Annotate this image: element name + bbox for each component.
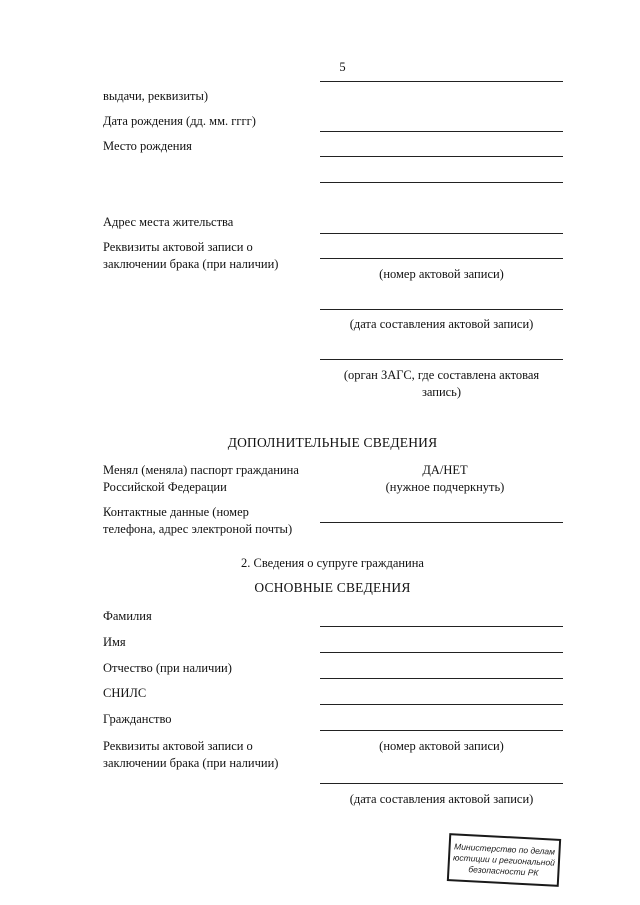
address-label: Адрес места жительства xyxy=(103,215,234,229)
birth-place-field[interactable] xyxy=(320,156,563,157)
page-number: 5 xyxy=(339,60,346,74)
additional-info-heading: ДОПОЛНИТЕЛЬНЫЕ СВЕДЕНИЯ xyxy=(227,435,438,450)
spouse-surname-label: Фамилия xyxy=(103,609,152,623)
yes-no-options[interactable]: ДА/НЕТ xyxy=(422,463,468,477)
spouse-name-field[interactable] xyxy=(320,652,563,653)
stamp-line3: безопасности РК xyxy=(468,863,539,878)
registry-office-caption xyxy=(320,367,563,401)
address-field[interactable] xyxy=(320,233,563,234)
passport-changed-label-line1: Менял (меняла) паспорт гражданина xyxy=(103,463,299,477)
registry-office-field[interactable] xyxy=(320,359,563,360)
record-number-caption: (номер актовой записи) xyxy=(379,267,504,281)
marriage-record-label-line1: Реквизиты актовой записи о xyxy=(103,240,253,254)
spouse-patronymic-label: Отчество (при наличии) xyxy=(103,661,232,675)
spouse-name-label: Имя xyxy=(103,635,126,649)
spouse-section-title: 2. Сведения о супруге гражданина xyxy=(241,556,424,570)
contacts-label-line1: Контактные данные (номер xyxy=(103,505,249,519)
spouse-marriage-record-label xyxy=(103,738,278,772)
spouse-main-info-heading: ОСНОВНЫЕ СВЕДЕНИЯ xyxy=(254,580,411,595)
spouse-marriage-record-label-line1: Реквизиты актовой записи о xyxy=(103,739,253,753)
contacts-label xyxy=(103,504,292,538)
underline-hint: (нужное подчеркнуть) xyxy=(385,480,505,494)
stamp-line2: юстиции и региональной xyxy=(452,851,556,868)
spouse-record-date-field[interactable] xyxy=(320,783,563,784)
marriage-record-label-line2: заключении брака (при наличии) xyxy=(103,257,279,271)
passport-changed-label-line2: Российской Федерации xyxy=(103,480,227,494)
spouse-marriage-record-label-line2: заключении брака (при наличии) xyxy=(103,756,279,770)
birth-date-field[interactable] xyxy=(320,131,563,132)
birth-date-label: Дата рождения (дд. мм. гггг) xyxy=(103,114,256,128)
birth-place-field-line2[interactable] xyxy=(320,182,563,183)
registry-office-caption-line1: (орган ЗАГС, где составлена актовая xyxy=(343,368,540,382)
spouse-snils-label: СНИЛС xyxy=(103,686,147,700)
record-number-field[interactable] xyxy=(320,258,563,259)
spouse-record-date-caption: (дата составления актовой записи) xyxy=(349,792,534,806)
contacts-field[interactable] xyxy=(320,522,563,523)
contacts-label-line2: телефона, адрес электроной почты) xyxy=(103,522,293,536)
spouse-record-number-caption: (номер актовой записи) xyxy=(379,739,504,753)
passport-changed-label xyxy=(103,462,299,496)
birth-place-label: Место рождения xyxy=(103,139,192,153)
official-stamp xyxy=(447,833,561,887)
spouse-patronymic-field[interactable] xyxy=(320,678,563,679)
stamp-line1: Министерство по делам xyxy=(453,840,556,857)
spouse-snils-field[interactable] xyxy=(320,704,563,705)
marriage-record-label xyxy=(103,239,278,273)
spouse-citizenship-field[interactable] xyxy=(320,730,563,731)
field-line-issue-details xyxy=(320,81,563,82)
record-date-field[interactable] xyxy=(320,309,563,310)
issue-details-label: выдачи, реквизиты) xyxy=(103,89,209,103)
registry-office-caption-line2: запись) xyxy=(421,385,462,399)
spouse-citizenship-label: Гражданство xyxy=(103,712,172,726)
spouse-surname-field[interactable] xyxy=(320,626,563,627)
record-date-caption: (дата составления актовой записи) xyxy=(349,317,534,331)
